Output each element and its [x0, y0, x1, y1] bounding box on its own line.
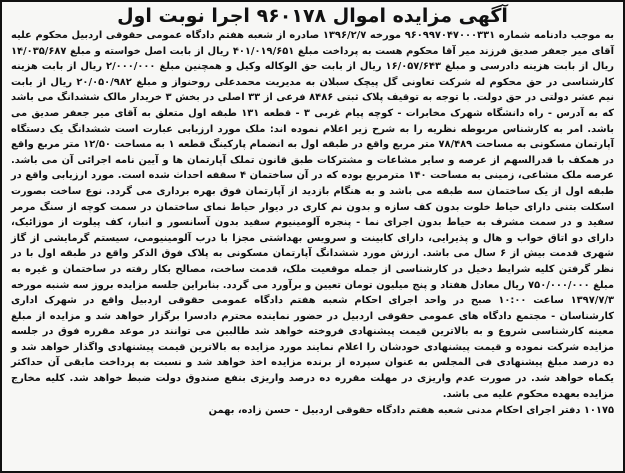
notice-title: آگهی مزایده اموال ۹۶۰۱۷۸ اجرا نوبت اول — [117, 5, 508, 27]
notice-body-text: به موجب دادنامه شماره ۹۶۰۹۹۷۰۴۷۰۰۰۳۳۱ مورخه ۱۳۹۶/۲/۷ صادره از شعبه هفتم دادگاه عمومی حقوقی اردبیل محکوم علیه آقای میر جعفر صدیق فرزند میر آقا محکوم هست به پرداخت مبلغ ۴۰۱/۰۱۹/۶۵۱ ریال از بابت اصل خواسته و مبلغ ۱۴/۰۳۵/۶۸۷ ریال از بابت هزینه دادرسی و مبلغ ۱۶/۰۵۷/۶۴۳ ریال از بابت حق الوکاله وکیل و همچنین مبلغ ۲/۰۰۰/۰۰۰ ریال از بابت هزینه کارشناسی در حق محکوم له شرکت تعاونی گل پیچک سبلان به مدیریت محمدعلی روحنواز و مبلغ ۲۰/۰۵۰/۹۸۲ ریال از بابت نیم عشر دولتی در حق دولت. با توجه به توقیف پلاک ثبتی ۸۴۸۶ فرعی از ۳۳ اصلی در بخش ۳ خریدار مالک ششدانگ می باشد که به آدرس - راه دانشگاه شهرک مخابرات - کوچه پیام غربی ۳ - قطعه ۱۳۱ طبقه اول متعلق به آقای میر جعفر صدیق می باشد. امر به کارشناس مربوطه نظریه را به شرح زیر اعلام نموده اند: ملک مورد ارزیابی عبارت است ششدانگ یک دستگاه آپارتمان مسکونی به مساحت ۷۸/۴۸۹ متر مربع واقع در طبقه اول به انضمام پارکینگ قطعه ۱ به مساحت ۱۲/۵۰ متر مربع واقع در همکف با قدرالسهم از عرصه و سایر مشاعات و مشترکات طبق قانون تملک آپارتمان ها و آیین نامه اجرائی آن می باشد. عرصه ملک مشاعی، زمینی به مساحت ۱۴۰ مترمربع بوده که در آن ساختمان ۴ سقفه احداث شده است. مورد ارزیابی واقع در طبقه اول از یک ساختمان سه طبقه می باشد و به هنگام بازدید از آپارتمان فوق بهره برداری می گردد. نوع ساخت بصورت اسکلت بتنی دارای حیاط خلوت بدون کف سازه و بدون نم کاری در دیوار حیاط نمای ساختمان در سمت کوچه از سنگ مرمر سفید و در سمت مشرف به حیاط بدون اجرای نما - پنجره آلومینیوم سفید بدون آسانسور و انبار، کف پیلوت از موزائیک، دارای دو اتاق خواب و هال و پذیرایی، دارای کابینت و سرویس بهداشتی مجزا با درب آلومینیومی، سیستم گرمایشی از گاز شهری قدمت بیش از ۶ سال می باشد. ارزش مورد ششدانگ آپارتمان مسکونی به پلاک فوق الذکر واقع در طبقه اول با در نظر گرفتن کلیه شرایط دخیل در کارشناسی از جمله موقعیت ملک، قدمت ساخت، مصالح بکار رفته در ساختمان و غیره به مبلغ ۷۵۰/۰۰۰/۰۰۰ ریال معادل هفتاد و پنج میلیون تومان تعیین و برآورد می گردد. بنابراین جلسه مزایده بروز سه شنبه مورخه ۱۳۹۷/۷/۳ ساعت ۱۰:۰۰ صبح در واحد اجرای احکام شعبه هفتم دادگاه عمومی حقوقی اردبیل واقع در شهرک اداری کارشناسان - مجتمع دادگاه های عمومی حقوقی اردبیل در حضور نماینده محترم دادسرا برگزار خواهد شد و مزایده از مبلغ معینه کارشناسی شروع و به بالاترین قیمت پیشنهادی فروخته خواهد شد طالبین می توانند در موعد مقرره فوق در جلسه مزایده شرکت نموده و قیمت پیشنهادی خودشان را اعلام نمایند مورد مزایده به بالاترین قیمت پیشنهادی واگذار خواهد شد و ده درصد مبلغ پیشنهادی فی المجلس به عنوان سپرده از برنده مزایده اخذ خواهد شد و نسبت به پرداخت مابقی آن حداکثر یکماه خواهد شد. در صورت عدم واریزی در مهلت مقرره ده درصد واریزی بنفع صندوق دولت ضبط خواهد شد. کلیه مخارج مزایده بعهده محکوم علیه می باشد. — [11, 30, 615, 400]
notice-footer: ۱۰۱۷۵ دفتر اجرای احکام مدنی شعبه هفتم دادگاه حقوقی اردبیل - حسن زاده، بهمن — [208, 405, 614, 417]
notice-body — [2, 28, 623, 402]
